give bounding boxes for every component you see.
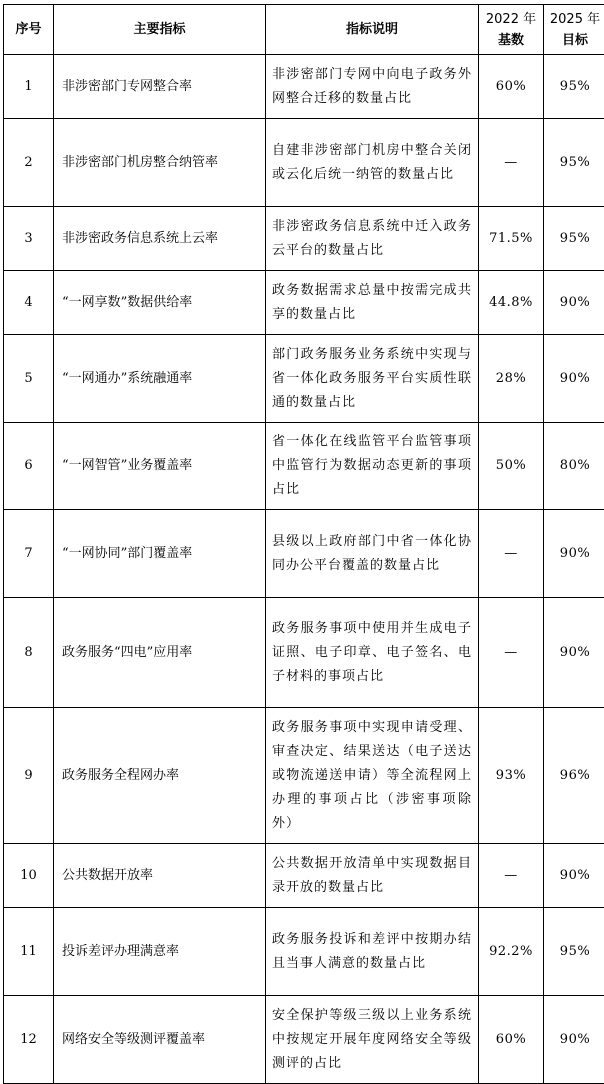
row-target: 96% [544, 708, 604, 844]
header-target [544, 5, 604, 55]
row-target: 80% [544, 423, 604, 510]
row-description-cell [266, 510, 479, 598]
row-description: 非涉密部门专网中向电子政务外网整合迁移的数量占比 [272, 63, 472, 111]
header-indicator: 主要指标 [54, 5, 266, 55]
row-no: 9 [4, 708, 54, 844]
row-indicator: 公共数据开放率 [54, 844, 266, 908]
row-description-cell [266, 598, 479, 708]
row-base: — [479, 510, 544, 598]
row-indicator: 政务服务“四电”应用率 [54, 598, 266, 708]
row-description-cell [266, 207, 479, 271]
row-base: 44.8% [479, 271, 544, 335]
header-description: 指标说明 [266, 5, 479, 55]
table-row [4, 207, 604, 271]
row-no: 8 [4, 598, 54, 708]
row-indicator: 非涉密政务信息系统上云率 [54, 207, 266, 271]
row-description: 政务数据需求总量中按需完成共享的数量占比 [272, 279, 472, 327]
header-target-year: 2025 年 [544, 9, 604, 30]
row-base: 71.5% [479, 207, 544, 271]
row-description-cell [266, 335, 479, 423]
row-description: 县级以上政府部门中省一体化协同办公平台覆盖的数量占比 [272, 530, 472, 578]
row-description: 部门政务服务业务系统中实现与省一体化政务服务平台实质性联通的数量占比 [272, 343, 472, 415]
header-base-year: 2022 年 [479, 9, 543, 30]
row-no: 11 [4, 908, 54, 996]
table-row [4, 119, 604, 207]
row-indicator: 非涉密部门专网整合率 [54, 55, 266, 119]
table-row [4, 335, 604, 423]
header-no: 序号 [4, 5, 54, 55]
row-indicator: 政务服务全程网办率 [54, 708, 266, 844]
table-row [4, 598, 604, 708]
row-description: 自建非涉密部门机房中整合关闭或云化后统一纳管的数量占比 [272, 139, 472, 187]
row-description-cell [266, 708, 479, 844]
row-indicator: “一网通办”系统融通率 [54, 335, 266, 423]
row-target: 95% [544, 55, 604, 119]
row-description: 非涉密政务信息系统中迁入政务云平台的数量占比 [272, 215, 472, 263]
row-indicator: “一网协同”部门覆盖率 [54, 510, 266, 598]
row-base: 60% [479, 55, 544, 119]
row-base: — [479, 598, 544, 708]
table-row [4, 55, 604, 119]
row-target: 95% [544, 908, 604, 996]
header-target-label: 目标 [544, 30, 604, 51]
row-base: 92.2% [479, 908, 544, 996]
row-description-cell [266, 119, 479, 207]
row-base: 50% [479, 423, 544, 510]
row-description-cell [266, 55, 479, 119]
row-no: 1 [4, 55, 54, 119]
row-description: 公共数据开放清单中实现数据目录开放的数量占比 [272, 852, 472, 900]
row-description-cell [266, 996, 479, 1084]
table-row [4, 271, 604, 335]
row-target: 90% [544, 844, 604, 908]
table-row [4, 708, 604, 844]
row-no: 10 [4, 844, 54, 908]
row-no: 7 [4, 510, 54, 598]
table-row [4, 996, 604, 1084]
row-description: 安全保护等级三级以上业务系统中按规定开展年度网络安全等级测评的占比 [272, 1004, 472, 1076]
row-base: — [479, 844, 544, 908]
row-indicator: “一网智管”业务覆盖率 [54, 423, 266, 510]
table-row [4, 510, 604, 598]
row-base: — [479, 119, 544, 207]
row-no: 12 [4, 996, 54, 1084]
table-row [4, 908, 604, 996]
row-target: 90% [544, 335, 604, 423]
row-no: 6 [4, 423, 54, 510]
row-base: 28% [479, 335, 544, 423]
row-target: 90% [544, 996, 604, 1084]
header-base [479, 5, 544, 55]
row-no: 3 [4, 207, 54, 271]
table-row [4, 423, 604, 510]
row-indicator: 非涉密部门机房整合纳管率 [54, 119, 266, 207]
row-description-cell [266, 423, 479, 510]
header-base-label: 基数 [479, 30, 543, 51]
row-target: 90% [544, 271, 604, 335]
row-description-cell [266, 908, 479, 996]
row-no: 5 [4, 335, 54, 423]
indicator-table [3, 4, 604, 1084]
row-no: 4 [4, 271, 54, 335]
table-row [4, 844, 604, 908]
row-indicator: 网络安全等级测评覆盖率 [54, 996, 266, 1084]
row-target: 95% [544, 119, 604, 207]
row-target: 95% [544, 207, 604, 271]
row-description: 政务服务事项中实现申请受理、审查决定、结果送达（电子送达或物流递送申请）等全流程网上办理的事项占比（涉密事项除外） [272, 716, 472, 836]
row-description: 省一体化在线监管平台监管事项中监管行为数据动态更新的事项占比 [272, 430, 472, 502]
row-indicator: 投诉差评办理满意率 [54, 908, 266, 996]
row-target: 90% [544, 510, 604, 598]
row-description-cell [266, 271, 479, 335]
row-base: 93% [479, 708, 544, 844]
row-no: 2 [4, 119, 54, 207]
row-description-cell [266, 844, 479, 908]
row-description: 政务服务事项中使用并生成电子证照、电子印章、电子签名、电子材料的事项占比 [272, 617, 472, 689]
row-indicator: “一网享数”数据供给率 [54, 271, 266, 335]
table-header-row [4, 5, 604, 55]
row-target: 90% [544, 598, 604, 708]
row-description: 政务服务投诉和差评中按期办结且当事人满意的数量占比 [272, 928, 472, 976]
row-base: 60% [479, 996, 544, 1084]
